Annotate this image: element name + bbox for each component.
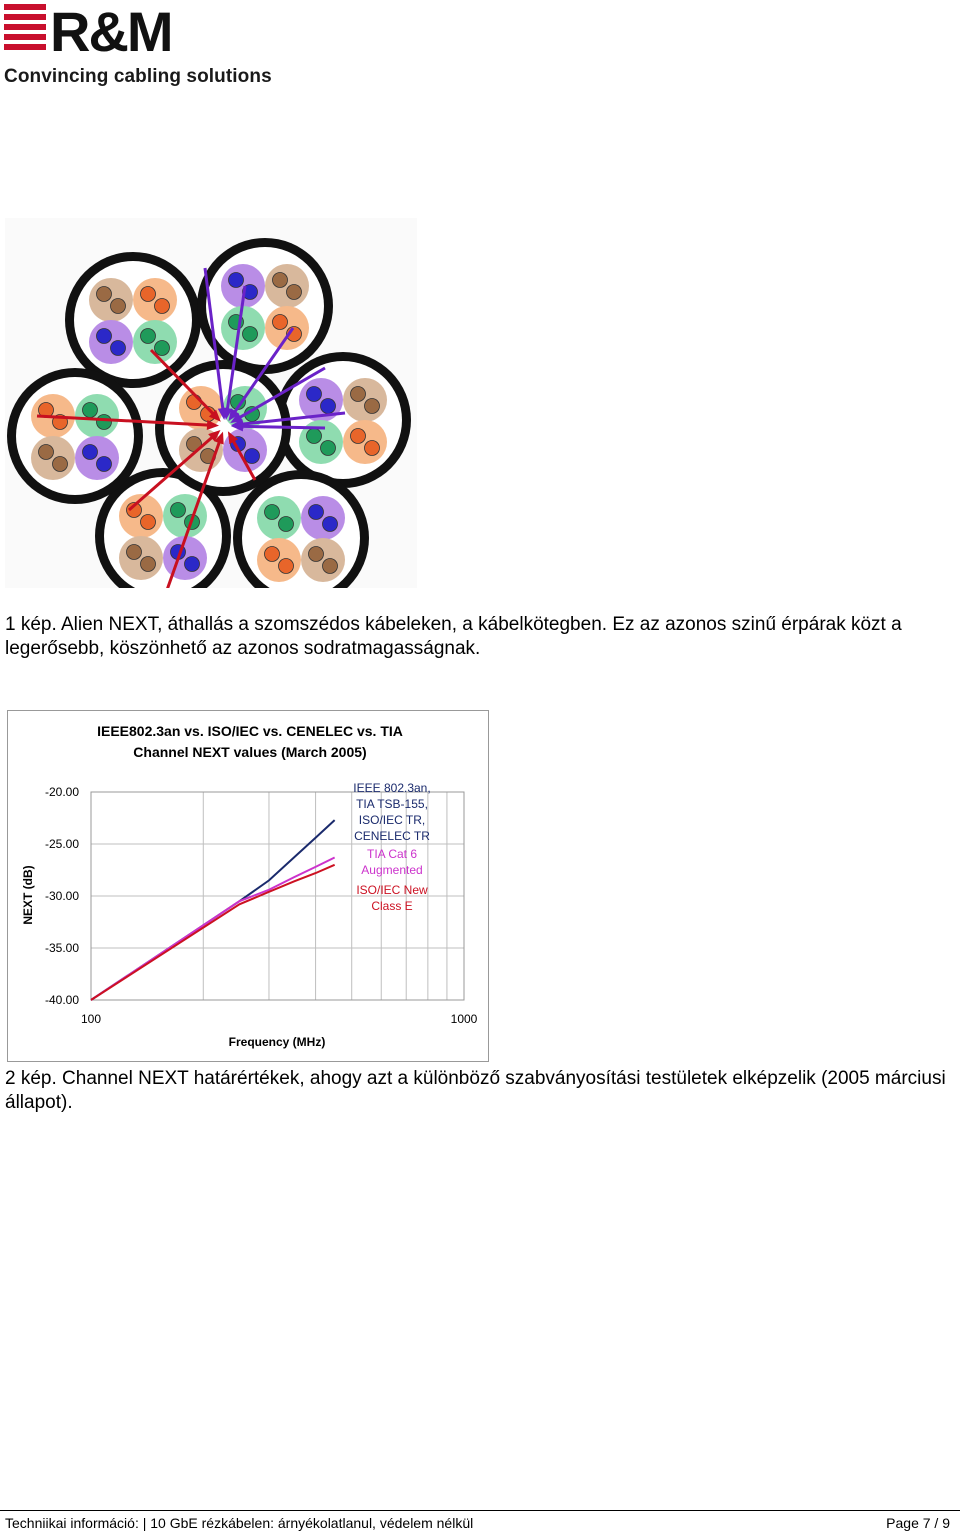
conductor (365, 399, 380, 414)
conductor (141, 329, 156, 344)
conductor (97, 457, 112, 472)
conductor (97, 287, 112, 302)
green-pair (133, 320, 177, 364)
orange-pair (343, 420, 387, 464)
footer-document-title: Techniikai információ: | 10 GbE rézkábelen: árnyékolatlanul, védelem nélkül (5, 1515, 474, 1531)
conductor (155, 299, 170, 314)
cable-bundle-illustration (5, 218, 417, 588)
conductor (273, 273, 288, 288)
y-tick-label: -30.00 (44, 889, 79, 903)
orange-pair (265, 306, 309, 350)
conductor (307, 429, 322, 444)
cable-interior (206, 247, 324, 365)
logo-stripes-icon (4, 4, 46, 50)
conductor (279, 559, 294, 574)
green-pair (75, 394, 119, 438)
legend-label: IEEE 802.3an, (353, 781, 431, 795)
conductor (287, 285, 302, 300)
legend-label: TIA TSB-155, (356, 797, 428, 811)
conductor (307, 387, 322, 402)
legend-label: ISO/IEC New (356, 883, 428, 897)
x-axis-label: Frequency (MHz) (228, 1035, 326, 1049)
y-tick-label: -25.00 (44, 837, 79, 851)
conductor (229, 273, 244, 288)
legend-label: CENELEC TR (354, 829, 430, 843)
purple-pair (301, 496, 345, 540)
y-axis-label: NEXT (dB) (21, 865, 35, 925)
figure1-caption: 1 kép. Alien NEXT, áthallás a szomszédos kábeleken, a kábelkötegben. Ez az azonos szinű érpárak közt a legerősebb, köszönhető az azonos sodratmagasságnak. (5, 614, 902, 659)
conductor (127, 545, 142, 560)
cable-interior (284, 361, 402, 479)
conductor (97, 415, 112, 430)
conductor (323, 517, 338, 532)
conductor (365, 441, 380, 456)
y-tick-label: -40.00 (44, 993, 79, 1007)
logo-wordmark: R&M (50, 0, 172, 60)
brown-pair (301, 538, 345, 582)
green-pair (163, 494, 207, 538)
figure2-caption: 2 kép. Channel NEXT határértékek, ahogy azt a különböző szabványosítási testületek elképzelik (2005 márciusi állapot). (5, 1068, 946, 1113)
conductor (155, 341, 170, 356)
conductor (273, 315, 288, 330)
y-tick-label: -20.00 (44, 785, 79, 799)
tagline: Convincing cabling solutions (4, 66, 272, 87)
legend-label: ISO/IEC TR, (358, 813, 426, 827)
conductor (243, 327, 258, 342)
conductor (111, 299, 126, 314)
conductor (185, 557, 200, 572)
x-tick-label: 1000 (450, 1012, 478, 1026)
conductor (323, 559, 338, 574)
conductor (321, 399, 336, 414)
conductor (309, 547, 324, 562)
legend-label: Class E (371, 899, 413, 913)
brown-pair (31, 436, 75, 480)
green-pair (257, 496, 301, 540)
cable-interior (74, 261, 192, 379)
green-pair (221, 306, 265, 350)
conductor (83, 445, 98, 460)
conductor (141, 515, 156, 530)
conductor (111, 341, 126, 356)
conductor (141, 557, 156, 572)
conductor (321, 441, 336, 456)
cable-3 (275, 352, 411, 488)
conductor (171, 503, 186, 518)
x-tick-label: 100 (80, 1012, 102, 1026)
purple-pair (89, 320, 133, 364)
chart-title-line-2: Channel NEXT values (March 2005) (133, 744, 367, 760)
brown-pair (89, 278, 133, 322)
crosstalk-arrow (239, 426, 325, 428)
brown-pair (265, 264, 309, 308)
cable-1 (65, 252, 201, 388)
cable-interior (16, 377, 134, 495)
rm-logo (0, 0, 220, 60)
page-footer (0, 1510, 960, 1535)
conductor (351, 429, 366, 444)
conductor (39, 445, 54, 460)
brown-pair (119, 536, 163, 580)
chart-title-line-1: IEEE802.3an vs. ISO/IEC vs. CENELEC vs. TIA (97, 723, 403, 739)
cable-6 (7, 368, 143, 504)
conductor (53, 457, 68, 472)
footer-page-number: Page 7 / 9 (886, 1515, 950, 1531)
conductor (97, 329, 112, 344)
purple-pair (75, 436, 119, 480)
conductor (309, 505, 324, 520)
legend-label: Augmented (361, 863, 423, 877)
cable-2 (197, 238, 333, 374)
conductor (265, 547, 280, 562)
conductor (279, 517, 294, 532)
conductor (83, 403, 98, 418)
conductor (187, 395, 202, 410)
orange-pair (257, 538, 301, 582)
next-chart (7, 710, 489, 1062)
conductor (141, 287, 156, 302)
brown-pair (343, 378, 387, 422)
conductor (265, 505, 280, 520)
conductor (245, 449, 260, 464)
legend-label: TIA Cat 6 (366, 847, 418, 861)
y-tick-label: -35.00 (44, 941, 79, 955)
orange-pair (133, 278, 177, 322)
conductor (351, 387, 366, 402)
